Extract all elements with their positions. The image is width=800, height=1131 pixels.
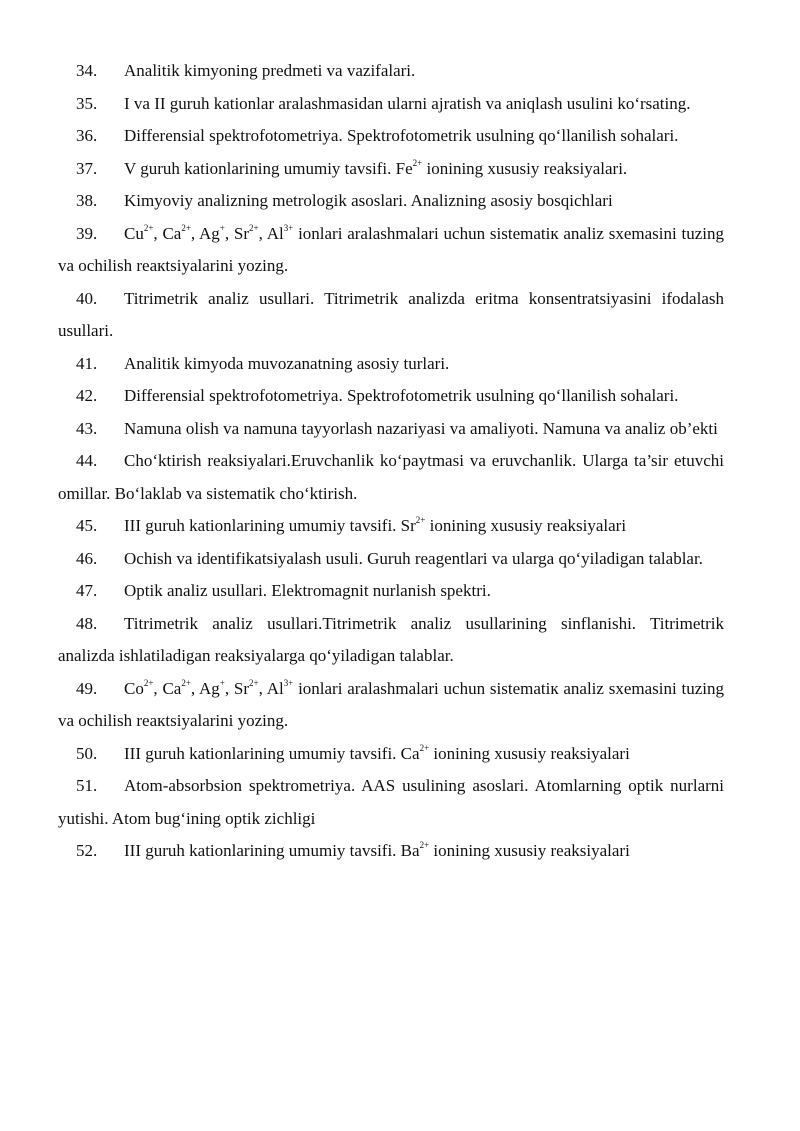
question-text: Titrimetrik analiz usullari.Titrimetrik analiz usullarining sinflanishi. Titrimetrik analizda ishlatiladigan reaksiyalarga qo‘yiladigan talablar.: [58, 613, 724, 665]
question-number: 42.: [76, 386, 98, 405]
question-item: [58, 445, 724, 510]
question-number: 43.: [76, 418, 98, 438]
question-item: [58, 543, 724, 576]
question-text: Co: [124, 678, 144, 698]
question-text: , Sr: [224, 223, 250, 243]
ion-charge: 2+: [419, 742, 430, 753]
question-item: [58, 120, 724, 153]
question-text: Differensial spektrofotometriya. Spektrofotometrik usulning qo‘llanilish sohalari.: [124, 126, 679, 145]
question-number: 46.: [76, 548, 98, 568]
question-text: , Ca: [153, 223, 182, 243]
ion-charge: 2+: [143, 677, 154, 688]
question-number: 41.: [76, 353, 98, 373]
question-number: 34.: [76, 61, 98, 80]
question-text: Differensial spektrofotometriya. Spektrofotometrik usulning qo‘llanilish sohalari.: [124, 386, 679, 405]
question-text: ionining xususiy reaksiyalari: [429, 841, 630, 860]
question-item: [58, 770, 724, 835]
question-text: Analitik kimyoda muvozanatning asosiy turlari.: [124, 353, 450, 373]
question-number: 38.: [76, 191, 98, 210]
ion-charge: 2+: [181, 222, 191, 233]
question-item: [58, 283, 724, 348]
ion-charge: 2+: [249, 222, 259, 233]
question-item: [58, 88, 724, 121]
question-item: [58, 413, 724, 446]
question-number: 40.: [76, 288, 98, 308]
question-text: Kimyoviy analizning metrologik asoslari. Analizning asosiy bosqichlari: [124, 191, 613, 210]
question-text: I va II guruh kationlar aralashmasidan ularni ajratish va aniqlash usulini ko‘rsating.: [124, 93, 691, 113]
question-text: , Ag: [190, 678, 220, 698]
question-text: ionlari aralashmalari uchun sistematiк analiz sxemasini tuzing va ochilish reaкtsiyalarini yozing.: [58, 223, 724, 275]
question-item: [58, 380, 724, 413]
question-text: Titrimetrik analiz usullari. Titrimetrik analizda eritma konsentratsiyasini ifodalash usullari.: [58, 288, 724, 340]
question-text: Optik analiz usullari. Elektromagnit nurlanish spektri.: [124, 581, 491, 600]
question-text: , Al: [258, 223, 284, 243]
question-text: ionining xususiy reaksiyalari: [429, 743, 630, 763]
question-text: Ochish va identifikatsiyalash usuli. Guruh reagentlari va ularga qo‘yiladigan talablar.: [124, 548, 703, 568]
question-item: [58, 738, 724, 771]
question-text: III guruh kationlarining umumiy tavsifi. Ca: [124, 743, 420, 763]
question-item: [58, 510, 724, 543]
question-item: [58, 608, 724, 673]
question-item: [58, 673, 724, 738]
question-number: 35.: [76, 93, 98, 113]
question-number: 51.: [76, 776, 98, 795]
question-text: III guruh kationlarining umumiy tavsifi. Sr: [124, 516, 416, 535]
question-number: 48.: [76, 613, 98, 633]
ion-charge: 2+: [412, 157, 423, 168]
question-text: Cho‘ktirish reaksiyalari.Eruvchanlik ko‘paytmasi va eruvchanlik. Ularga ta’sir etuvchi omillar. Bo‘laklab va sistematik cho‘ktirish.: [58, 451, 724, 503]
question-text: ionlari aralashmalari uchun sistematiк analiz sxemasini tuzing va ochilish reaкtsiyalarini yozing.: [58, 678, 724, 730]
question-item: [58, 835, 724, 868]
question-number: 39.: [76, 223, 98, 243]
question-item: [58, 153, 724, 186]
ion-charge: +: [219, 222, 225, 233]
ion-charge: 3+: [283, 677, 294, 688]
ion-charge: 2+: [181, 677, 191, 688]
question-list: [58, 55, 724, 868]
question-text: V guruh kationlarining umumiy tavsifi. Fe: [124, 158, 413, 178]
ion-charge: +: [219, 677, 225, 688]
question-number: 52.: [76, 841, 98, 860]
ion-charge: 2+: [419, 840, 430, 850]
question-number: 44.: [76, 451, 98, 470]
ion-charge: 2+: [249, 677, 259, 688]
question-text: , Sr: [224, 678, 250, 698]
question-number: 45.: [76, 516, 98, 535]
ion-charge: 2+: [415, 515, 426, 525]
question-number: 47.: [76, 581, 98, 600]
question-text: ionining xususiy reaksiyalari.: [422, 158, 628, 178]
question-item: [58, 575, 724, 608]
question-number: 50.: [76, 743, 98, 763]
question-item: [58, 348, 724, 381]
question-text: , Ag: [190, 223, 220, 243]
question-text: , Al: [258, 678, 284, 698]
question-text: Atom-absorbsion spektrometriya. AAS usulining asoslari. Atomlarning optik nurlarni yutishi. Atom bug‘ining optik zichligi: [58, 776, 724, 828]
ion-charge: 2+: [143, 222, 154, 233]
question-item: [58, 185, 724, 218]
question-text: III guruh kationlarining umumiy tavsifi. Ba: [124, 841, 420, 860]
question-number: 37.: [76, 158, 98, 178]
question-text: Analitik kimyoning predmeti va vazifalari.: [124, 61, 416, 80]
question-text: Cu: [124, 223, 144, 243]
question-number: 49.: [76, 678, 98, 698]
question-text: ionining xususiy reaksiyalari: [425, 516, 627, 535]
ion-charge: 3+: [283, 222, 294, 233]
question-item: [58, 55, 724, 88]
question-number: 36.: [76, 126, 98, 145]
question-text: , Ca: [153, 678, 182, 698]
question-item: [58, 218, 724, 283]
question-text: Namuna olish va namuna tayyorlash nazariyasi va amaliyoti. Namuna va analiz ob’ekti: [124, 418, 718, 438]
